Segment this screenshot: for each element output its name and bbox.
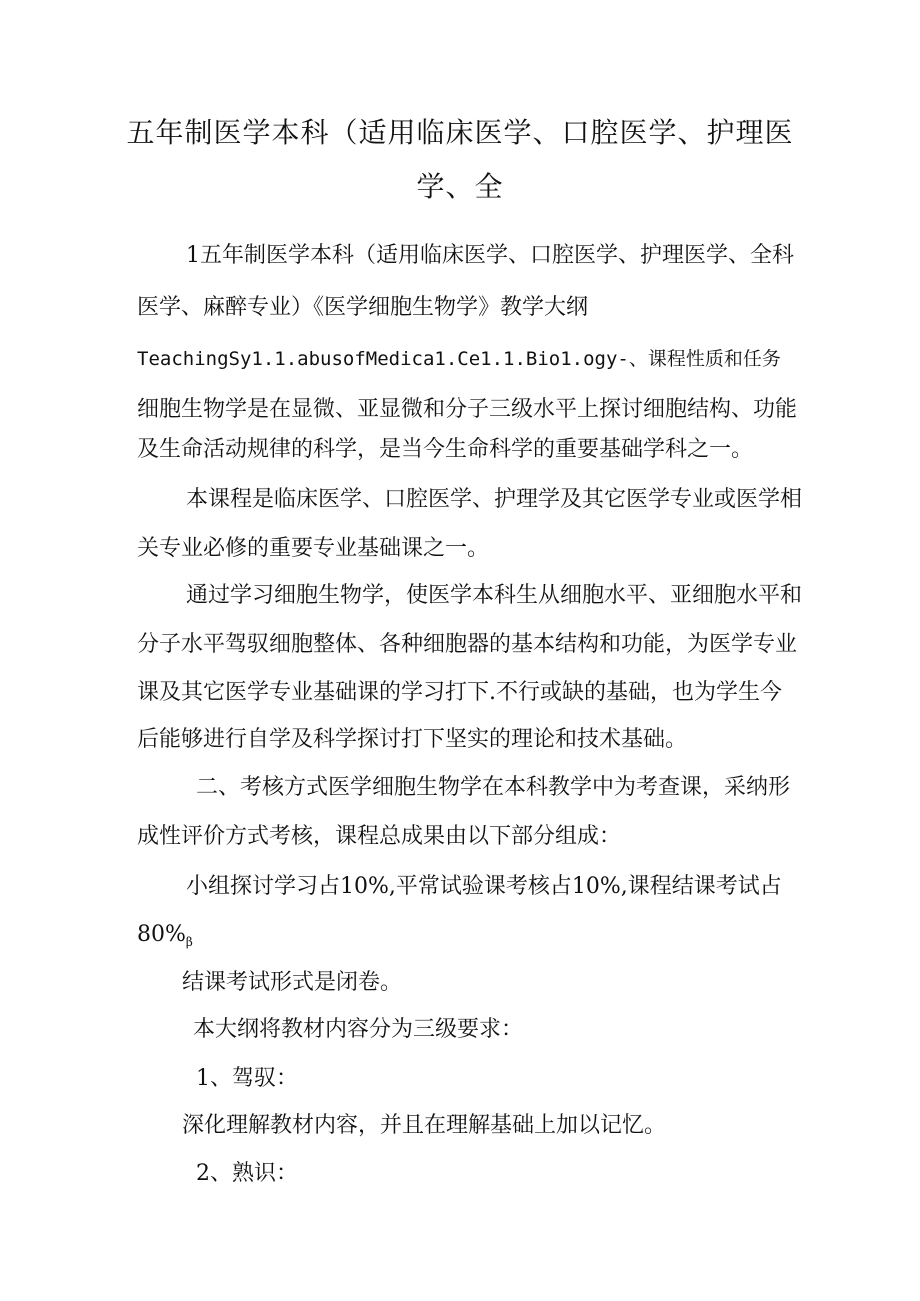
list-item: 2、熟识： [196,1161,298,1186]
paragraph-line: 结课考试形式是闭卷。 [182,970,403,995]
paragraph-line: 1五年制医学本科（适用临床医学、口腔医学、护理医学、全科 [186,243,794,268]
paragraph-line: 成性评价方式考核，课程总成果由以下部分组成： [137,824,622,849]
paragraph-line: 关专业必修的重要专业基础课之一。 [137,536,490,561]
paragraph-line: 分子水平驾驭细胞整体、各种细胞器的基本结构和功能，为医学专业 [137,632,798,657]
list-item: 1、驾驭： [196,1066,298,1091]
paragraph-line: 80% [137,922,186,947]
paragraph-line: TeachingSy1.1.abusofMedica1.Ce1.1.Bio1.ogy-、课程性质和任务 [137,348,781,370]
paragraph-line: 细胞生物学是在显微、亚显微和分子三级水平上探讨细胞结构、功能 [137,397,798,422]
paragraph-line: 及生命活动规律的科学，是当今生命科学的重要基础学科之一。 [137,437,754,462]
document-title-line-2: 学、全 [416,170,504,203]
paragraph-line: 本课程是临床医学、口腔医学、护理学及其它医学专业或医学相 [186,487,803,512]
paragraph-line: 课及其它医学专业基础课的学习打下.不行或缺的基础，也为学生今 [137,680,782,705]
paragraph-line: 医学、麻醉专业）《医学细胞生物学》教学大纲 [137,295,589,320]
paragraph-line: 本大纲将教材内容分为三级要求： [193,1017,524,1042]
suffix-mark: β [185,935,193,949]
paragraph-line: 深化理解教材内容，并且在理解基础上加以记忆。 [182,1113,667,1138]
paragraph-line: 后能够进行自学及科学探讨打下坚实的理论和技术基础。 [137,727,688,752]
paragraph-line: 二、考核方式医学细胞生物学在本科教学中为考查课，采纳形 [196,775,791,800]
paragraph-line: 小组探讨学习占10%,平常试验课考核占10%,课程结课考试占 [186,874,782,899]
document-title-line-1: 五年制医学本科（适用临床医学、口腔医学、护理医 [126,116,794,149]
paragraph-line-group [137,921,193,956]
paragraph-line: 通过学习细胞生物学，使医学本科生从细胞水平、亚细胞水平和 [186,583,803,608]
